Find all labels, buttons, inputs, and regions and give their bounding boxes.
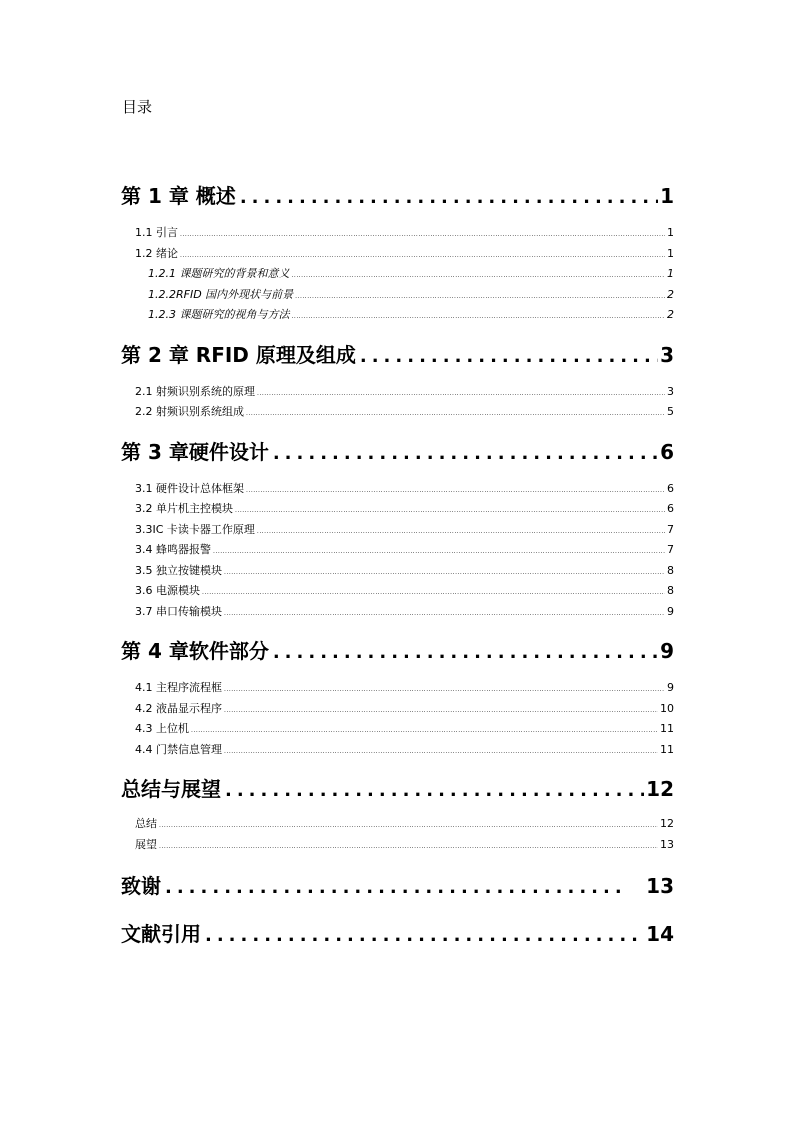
dot-leader <box>180 231 665 238</box>
toc-entry-page: 1 <box>667 267 674 280</box>
toc-section-3-2[interactable] <box>121 500 674 521</box>
toc-subsection-1-2-2[interactable] <box>121 286 674 307</box>
dot-leader <box>360 346 658 367</box>
toc-entry-page: 11 <box>660 742 674 756</box>
toc-entry-label: 2.1 射频识别系统的原理 <box>135 384 255 398</box>
toc-entry-page: 6 <box>667 481 674 495</box>
toc-entry-page: 9 <box>667 681 674 694</box>
toc-entry-page: 10 <box>660 701 674 715</box>
toc-entry-label: 致谢 <box>121 874 161 898</box>
toc-entry-label: 3.7 串口传输模块 <box>135 604 222 618</box>
toc-entry-page: 12 <box>660 817 674 830</box>
toc-summary[interactable] <box>121 773 674 805</box>
toc-entry-page: 12 <box>646 777 674 801</box>
toc-section-2-1[interactable] <box>121 383 674 404</box>
dot-leader <box>295 293 665 300</box>
toc-entry-label: 3.6 电源模块 <box>135 584 200 597</box>
toc-entry-label: 4.4 门禁信息管理 <box>135 742 222 756</box>
toc-entry-label: 3.5 独立按键模块 <box>135 563 222 577</box>
toc-entry-page: 6 <box>667 502 674 515</box>
toc-entry-label: 总结 <box>135 817 157 830</box>
dot-leader <box>205 925 644 946</box>
toc-entry-label: 第 4 章软件部分 <box>121 639 269 663</box>
toc-section-3-3[interactable] <box>121 521 674 542</box>
toc-entry-page: 13 <box>660 837 674 851</box>
toc-entry-page: 1 <box>667 226 674 239</box>
toc-subsection-1-2-1[interactable] <box>121 265 674 286</box>
toc-section-3-1[interactable] <box>121 480 674 501</box>
toc-entry-label: 第 1 章 概述 <box>121 184 236 208</box>
toc-entry-page: 7 <box>667 522 674 536</box>
toc-entry-label: 第 2 章 RFID 原理及组成 <box>121 342 356 367</box>
toc-entry-page: 2 <box>667 308 674 321</box>
toc-section-2-2[interactable] <box>121 403 674 424</box>
toc-heading: 目录 <box>122 98 153 116</box>
toc-subsection-1-2-3[interactable] <box>121 306 674 327</box>
toc-entry-page: 1 <box>660 184 674 208</box>
toc-entry-page: 11 <box>660 722 674 735</box>
toc-entry-page: 8 <box>667 563 674 577</box>
dot-leader <box>180 252 665 259</box>
toc-chapter-3[interactable] <box>121 436 674 468</box>
dot-leader <box>224 610 665 617</box>
toc-entry-page: 9 <box>660 639 674 663</box>
dot-leader <box>292 313 666 320</box>
toc-entry-label: 3.2 单片机主控模块 <box>135 502 233 515</box>
toc-entry-label: 4.1 主程序流程框 <box>135 681 222 694</box>
dot-leader <box>224 707 658 714</box>
toc-summary-conclusion[interactable] <box>121 815 674 836</box>
dot-leader <box>213 548 665 555</box>
toc-section-1-2[interactable] <box>121 245 674 266</box>
dot-leader <box>273 443 658 464</box>
toc-entry-label: 总结与展望 <box>121 777 221 801</box>
toc-chapter-2[interactable] <box>121 339 674 371</box>
toc-entry-label: 2.2 射频识别系统组成 <box>135 405 244 418</box>
dot-leader <box>159 822 658 829</box>
toc-entry-page: 3 <box>667 384 674 398</box>
toc-entry-label: 第 3 章硬件设计 <box>121 439 269 464</box>
dot-leader <box>246 487 665 494</box>
dot-leader <box>292 272 666 279</box>
dot-leader <box>225 780 644 801</box>
toc-section-3-4[interactable] <box>121 541 674 562</box>
toc-entry-page: 13 <box>646 874 674 898</box>
toc-entry-label: 4.2 液晶显示程序 <box>135 701 222 715</box>
dot-leader <box>257 528 665 535</box>
toc-references[interactable] <box>121 918 674 950</box>
dot-leader <box>224 569 665 576</box>
table-of-contents <box>121 180 674 950</box>
dot-leader <box>257 390 665 397</box>
toc-section-4-1[interactable] <box>121 679 674 700</box>
toc-chapter-1[interactable] <box>121 180 674 212</box>
toc-entry-page: 3 <box>660 342 674 367</box>
toc-section-4-4[interactable] <box>121 741 674 762</box>
dot-leader <box>224 686 665 693</box>
toc-section-3-5[interactable] <box>121 562 674 583</box>
toc-entry-page: 9 <box>667 604 674 618</box>
toc-entry-label: 1.1 引言 <box>135 226 178 239</box>
toc-entry-label: 文献引用 <box>121 922 201 946</box>
toc-entry-label: 1.2.3 课题研究的视角与方法 <box>148 308 290 321</box>
toc-entry-label: 3.4 蜂鸣器报警 <box>135 543 211 556</box>
toc-entry-label: 展望 <box>135 837 157 851</box>
toc-entry-label: 1.2.2RFID 国内外现状与前景 <box>148 287 294 301</box>
toc-entry-page: 2 <box>667 287 674 301</box>
dot-leader <box>240 187 658 208</box>
dot-leader <box>202 589 665 596</box>
toc-section-4-2[interactable] <box>121 700 674 721</box>
toc-entry-label: 4.3 上位机 <box>135 722 189 735</box>
toc-entry-page: 6 <box>660 439 674 464</box>
toc-entry-page: 8 <box>667 584 674 597</box>
toc-entry-label: 3.1 硬件设计总体框架 <box>135 481 244 495</box>
dot-leader <box>159 843 658 850</box>
toc-entry-page: 14 <box>646 922 674 946</box>
toc-section-4-3[interactable] <box>121 720 674 741</box>
dot-leader <box>246 410 665 417</box>
toc-section-3-7[interactable] <box>121 603 674 624</box>
toc-chapter-4[interactable] <box>121 635 674 667</box>
dot-leader <box>191 727 658 734</box>
toc-entry-page: 1 <box>667 246 674 260</box>
toc-entry-label: 3.3IC 卡读卡器工作原理 <box>135 522 255 536</box>
dot-leader <box>224 748 658 755</box>
dot-leader <box>165 877 628 898</box>
toc-section-1-1[interactable] <box>121 224 674 245</box>
toc-section-3-6[interactable] <box>121 582 674 603</box>
dot-leader <box>235 507 665 514</box>
toc-entry-label: 1.2 绪论 <box>135 246 178 260</box>
toc-acknowledgements[interactable] <box>121 870 674 902</box>
dot-leader <box>273 642 658 663</box>
toc-entry-page: 5 <box>667 405 674 418</box>
toc-entry-label: 1.2.1 课题研究的背景和意义 <box>148 267 290 280</box>
toc-entry-page: 7 <box>667 543 674 556</box>
toc-summary-outlook[interactable] <box>121 836 674 857</box>
